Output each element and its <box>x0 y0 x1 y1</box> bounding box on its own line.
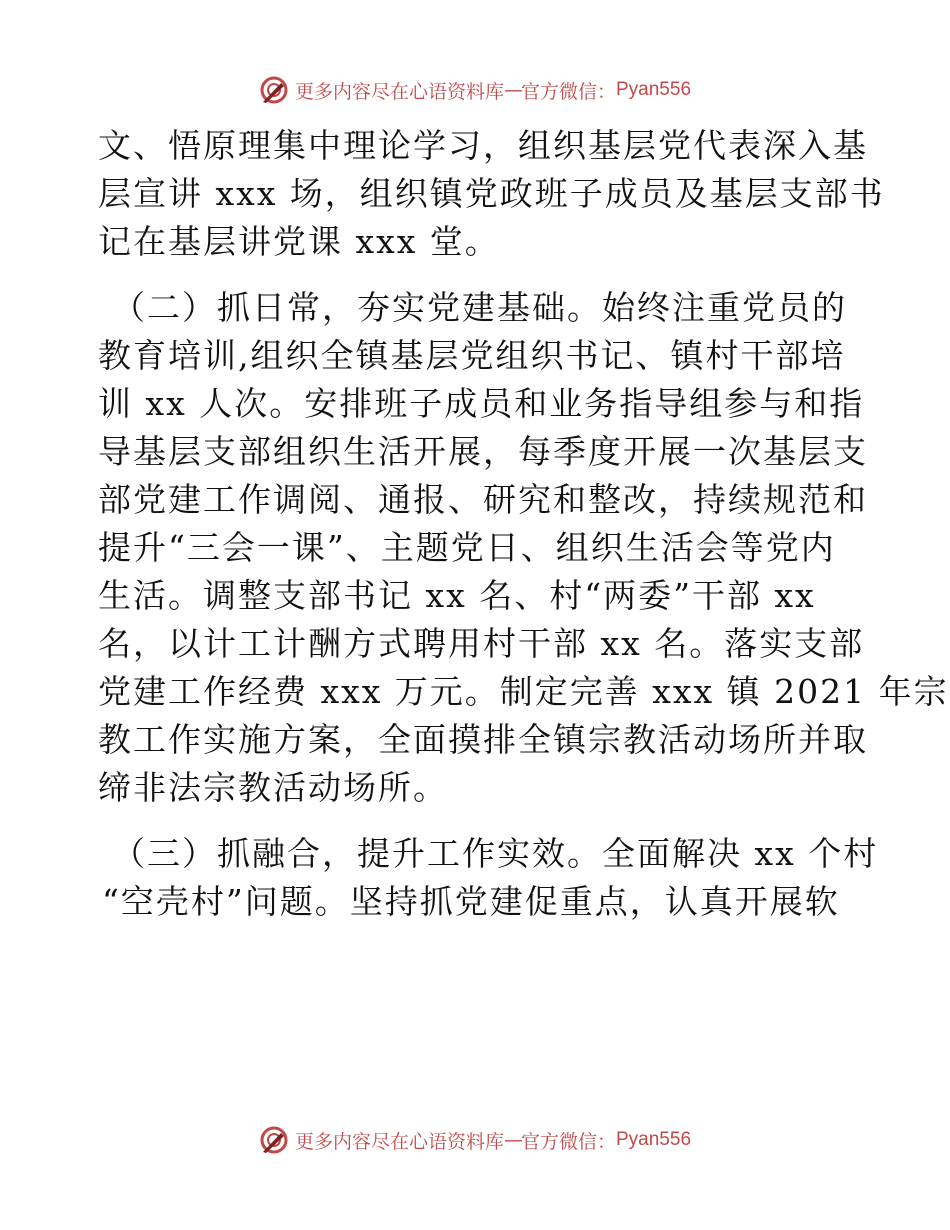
text-line: 导基层支部组织生活开展，每季度开展一次基层支 <box>98 432 868 471</box>
text-line: 党建工作经费 xxx 万元。制定完善 xxx 镇 2021 年宗 <box>98 672 949 711</box>
text-line: 提升“三会一课”、主题党日、组织生活会等党内 <box>98 528 836 567</box>
text-line: 部党建工作调阅、通报、研究和整改，持续规范和 <box>98 480 868 519</box>
watermark-account: Pyan556 <box>616 79 692 100</box>
text-line: 缔非法宗教活动场所。 <box>98 768 448 807</box>
watermark-label: 官方微信： <box>520 1130 616 1153</box>
text-line: 生活。调整支部书记 xx 名、村“两委”干部 xx <box>98 576 816 615</box>
watermark-label: 官方微信： <box>520 80 616 103</box>
quill-logo-icon <box>259 75 289 105</box>
watermark-text: 更多内容尽在心语资料库 <box>294 80 504 103</box>
text-line: 文、悟原理集中理论学习，组织基层党代表深入基 <box>98 126 868 165</box>
text-line: 教工作实施方案，全面摸排全镇宗教活动场所并取 <box>98 720 868 759</box>
watermark-footer <box>0 1120 950 1160</box>
watermark-account: Pyan556 <box>616 1129 692 1150</box>
text-line: 记在基层讲党课 xxx 堂。 <box>98 222 500 261</box>
watermark-header <box>0 70 950 110</box>
quill-logo-icon <box>259 1125 289 1155</box>
text-line: 名，以计工计酬方式聘用村干部 xx 名。落实支部 <box>98 624 865 663</box>
watermark-separator: — <box>503 79 521 101</box>
text-line: 层宣讲 xxx 场，组织镇党政班子成员及基层支部书 <box>98 174 885 213</box>
text-line: （二）抓日常，夯实党建基础。始终注重党员的 <box>112 288 847 327</box>
text-line: 训 xx 人次。安排班子成员和业务指导组参与和指 <box>98 384 865 423</box>
watermark-text: 更多内容尽在心语资料库 <box>294 1130 504 1153</box>
paragraph <box>98 284 949 812</box>
text-line: 教育培训,组织全镇基层党组织书记、镇村干部培 <box>98 336 846 375</box>
text-line: （三）抓融合，提升工作实效。全面解决 xx 个村 <box>112 834 879 873</box>
paragraph <box>98 122 885 266</box>
text-line: “空壳村”问题。坚持抓党建促重点，认真开展软 <box>102 882 840 921</box>
document-body <box>98 122 949 926</box>
paragraph <box>98 830 879 926</box>
watermark-separator: — <box>503 1129 521 1151</box>
